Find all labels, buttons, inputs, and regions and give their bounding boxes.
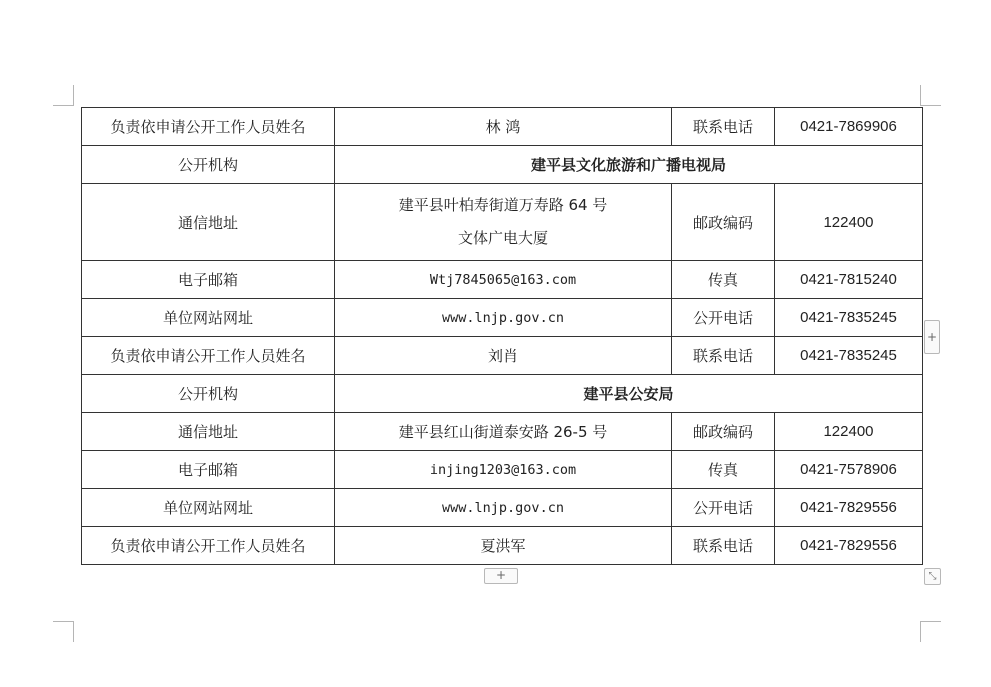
staff-name[interactable]: 刘肖 [335,337,672,375]
add-column-button[interactable]: + [924,320,940,354]
table-row [82,299,923,337]
row-label[interactable]: 邮政编码 [672,413,775,451]
row-label[interactable]: 负责依申请公开工作人员姓名 [82,108,335,146]
page-corner-mark-bottom-left [53,621,74,642]
fax-number[interactable]: 0421-7578906 [775,451,923,489]
page-corner-mark-bottom-right [920,621,941,642]
website-url[interactable]: www.lnjp.gov.cn [335,299,672,337]
table-row [82,261,923,299]
postal-code[interactable]: 122400 [775,184,923,261]
row-label[interactable]: 传真 [672,451,775,489]
row-label[interactable]: 负责依申请公开工作人员姓名 [82,337,335,375]
public-phone[interactable]: 0421-7835245 [775,299,923,337]
mailing-address[interactable]: 建平县红山街道泰安路 26-5 号 [335,413,672,451]
table-row [82,337,923,375]
contact-info-table [81,107,923,565]
organization-name[interactable]: 建平县文化旅游和广播电视局 [335,146,923,184]
address-line-2: 文体广电大厦 [457,229,548,247]
table-row [82,108,923,146]
row-label[interactable]: 公开机构 [82,375,335,413]
email-address[interactable]: injing1203@163.com [335,451,672,489]
table-row [82,527,923,565]
postal-code[interactable]: 122400 [775,413,923,451]
page-corner-mark-top-left [53,85,74,106]
staff-name[interactable]: 林 鸿 [335,108,672,146]
row-label[interactable]: 单位网站网址 [82,299,335,337]
public-phone[interactable]: 0421-7829556 [775,489,923,527]
row-label[interactable]: 传真 [672,261,775,299]
organization-name[interactable]: 建平县公安局 [335,375,923,413]
row-label[interactable]: 联系电话 [672,527,775,565]
add-row-button[interactable]: + [484,568,518,584]
address-line-1: 建平县叶柏寿街道万寿路 64 号 [398,196,608,214]
email-address[interactable]: Wtj7845065@163.com [335,261,672,299]
row-label[interactable]: 公开电话 [672,299,775,337]
staff-name[interactable]: 夏洪军 [335,527,672,565]
mailing-address[interactable] [335,184,672,261]
contact-phone[interactable]: 0421-7829556 [775,527,923,565]
row-label[interactable]: 负责依申请公开工作人员姓名 [82,527,335,565]
table-row [82,146,923,184]
contact-phone[interactable]: 0421-7869906 [775,108,923,146]
website-url[interactable]: www.lnjp.gov.cn [335,489,672,527]
row-label[interactable]: 公开机构 [82,146,335,184]
table-row [82,451,923,489]
table-row [82,375,923,413]
page-corner-mark-top-right [920,85,941,106]
table-row [82,413,923,451]
row-label[interactable]: 通信地址 [82,413,335,451]
table-row [82,184,923,261]
row-label[interactable]: 单位网站网址 [82,489,335,527]
row-label[interactable]: 电子邮箱 [82,261,335,299]
row-label[interactable]: 联系电话 [672,337,775,375]
row-label[interactable]: 电子邮箱 [82,451,335,489]
row-label[interactable]: 联系电话 [672,108,775,146]
table-row [82,489,923,527]
row-label[interactable]: 通信地址 [82,184,335,261]
contact-phone[interactable]: 0421-7835245 [775,337,923,375]
row-label[interactable]: 公开电话 [672,489,775,527]
table-resize-handle[interactable]: ⤡ [924,568,941,585]
row-label[interactable]: 邮政编码 [672,184,775,261]
fax-number[interactable]: 0421-7815240 [775,261,923,299]
